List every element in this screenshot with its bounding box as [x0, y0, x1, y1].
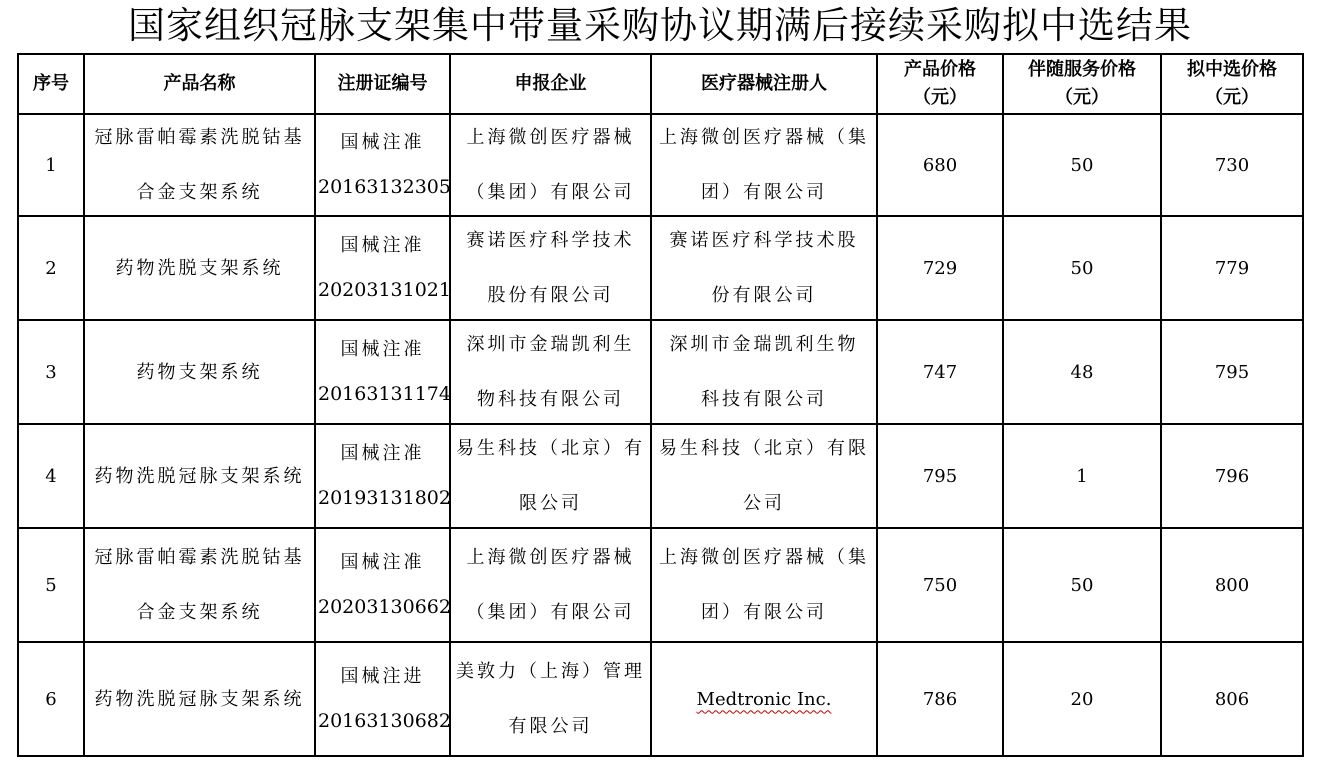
row-seq: 6 [18, 642, 84, 756]
row-product-price: 680 [877, 114, 1003, 216]
row-applicant-line1: 上海微创医疗器械 [466, 547, 635, 568]
row-applicant-line1: 易生科技（北京）有 [456, 438, 645, 459]
row-bid-price: 730 [1161, 114, 1303, 216]
table-row [18, 114, 1303, 216]
row-service-price: 48 [1003, 320, 1161, 424]
row-registrant [651, 424, 877, 528]
row-registrant-line1: 深圳市金瑞凯利生物 [669, 334, 859, 355]
header-service-price-unit: （元） [1055, 87, 1109, 108]
row-seq: 4 [18, 424, 84, 528]
row-bid-price: 796 [1161, 424, 1303, 528]
header-bid-price-label: 拟中选价格 [1187, 59, 1277, 80]
row-registrant-line2: 团）有限公司 [701, 602, 827, 623]
row-registrant [651, 320, 877, 424]
row-product-name-line1: 冠脉雷帕霉素洗脱钴基 [94, 127, 305, 148]
row-registrant-line1: 上海微创医疗器械（集 [659, 127, 869, 148]
row-product-name-line2: 合金支架系统 [136, 602, 263, 623]
row-applicant [450, 320, 651, 424]
row-applicant-line1: 赛诺医疗科学技术 [466, 230, 635, 251]
row-registration-code: 20203131021 [318, 279, 451, 301]
header-service-price-label: 伴随服务价格 [1028, 59, 1136, 80]
row-registrant-line2: 份有限公司 [711, 285, 817, 306]
row-registration-code: 20163131174 [318, 383, 451, 405]
header-product-price [877, 54, 1003, 114]
header-product-price-label: 产品价格 [904, 59, 976, 80]
row-registrant-line1: 赛诺医疗科学技术股 [669, 230, 859, 251]
row-product-price: 747 [877, 320, 1003, 424]
row-registration-prefix: 国械注准 [340, 339, 425, 360]
header-bid-price-unit: （元） [1205, 87, 1259, 108]
header-applicant: 申报企业 [450, 54, 651, 114]
row-registrant [651, 528, 877, 642]
row-applicant-line2: 有限公司 [508, 716, 593, 737]
row-registrant-line2: 科技有限公司 [701, 389, 827, 410]
row-seq: 5 [18, 528, 84, 642]
header-service-price [1003, 54, 1161, 114]
table-row [18, 642, 1303, 756]
row-registration-prefix: 国械注进 [340, 666, 425, 687]
row-applicant [450, 424, 651, 528]
row-bid-price: 795 [1161, 320, 1303, 424]
row-seq: 2 [18, 216, 84, 320]
row-applicant-line2: 股份有限公司 [487, 285, 614, 306]
row-product-name-line1: 冠脉雷帕霉素洗脱钴基 [94, 547, 305, 568]
table-row [18, 320, 1303, 424]
row-registration-code: 20163130682 [318, 710, 451, 732]
row-registration-prefix: 国械注准 [340, 552, 425, 573]
row-registration-number [315, 216, 450, 320]
results-table [17, 53, 1304, 757]
row-registrant-line1: 易生科技（北京）有限 [659, 438, 869, 459]
row-service-price: 50 [1003, 114, 1161, 216]
row-registration-number [315, 320, 450, 424]
row-service-price: 50 [1003, 528, 1161, 642]
row-applicant [450, 114, 651, 216]
row-product-name-line2: 合金支架系统 [136, 182, 263, 203]
row-seq: 1 [18, 114, 84, 216]
page-title: 国家组织冠脉支架集中带量采购协议期满后接续采购拟中选结果 [128, 4, 1192, 47]
row-product-name: 药物支架系统 [84, 320, 315, 424]
row-registrant [651, 216, 877, 320]
row-applicant-line2: （集团）有限公司 [466, 182, 635, 203]
row-service-price: 50 [1003, 216, 1161, 320]
row-applicant-line2: （集团）有限公司 [466, 602, 635, 623]
row-registration-code: 20193131802 [318, 487, 451, 509]
row-product-name: 药物洗脱冠脉支架系统 [84, 642, 315, 756]
row-registration-number [315, 114, 450, 216]
row-registrant [651, 642, 877, 756]
header-row [18, 54, 1303, 114]
row-registration-number [315, 528, 450, 642]
row-applicant-line2: 限公司 [519, 493, 582, 514]
row-applicant [450, 528, 651, 642]
table-row [18, 216, 1303, 320]
row-applicant-line1: 上海微创医疗器械 [466, 127, 635, 148]
row-registration-prefix: 国械注准 [340, 132, 425, 153]
header-registration-number: 注册证编号 [315, 54, 450, 114]
row-applicant [450, 216, 651, 320]
header-seq: 序号 [18, 54, 84, 114]
row-registration-prefix: 国械注准 [340, 443, 425, 464]
row-bid-price: 800 [1161, 528, 1303, 642]
row-product-price: 750 [877, 528, 1003, 642]
row-product-name: 药物洗脱冠脉支架系统 [84, 424, 315, 528]
row-registration-prefix: 国械注准 [340, 235, 425, 256]
row-registrant-name: Medtronic Inc. [696, 688, 832, 710]
row-applicant-line2: 物科技有限公司 [477, 389, 624, 410]
row-registrant-line2: 团）有限公司 [701, 182, 827, 203]
row-product-price: 729 [877, 216, 1003, 320]
row-registration-number [315, 642, 450, 756]
row-product-price: 795 [877, 424, 1003, 528]
row-product-price: 786 [877, 642, 1003, 756]
row-registration-code: 20203130662 [318, 596, 451, 618]
row-registrant-line2: 公司 [743, 493, 785, 514]
row-service-price: 1 [1003, 424, 1161, 528]
row-seq: 3 [18, 320, 84, 424]
table-row [18, 528, 1303, 642]
row-applicant-line1: 深圳市金瑞凯利生 [466, 334, 635, 355]
row-registration-number [315, 424, 450, 528]
row-bid-price: 779 [1161, 216, 1303, 320]
row-product-name: 药物洗脱支架系统 [84, 216, 315, 320]
row-registrant-line1: 上海微创医疗器械（集 [659, 547, 869, 568]
header-product-price-unit: （元） [913, 87, 967, 108]
row-applicant-line1: 美敦力（上海）管理 [456, 661, 645, 682]
row-product-name [84, 528, 315, 642]
row-bid-price: 806 [1161, 642, 1303, 756]
table-row [18, 424, 1303, 528]
row-registrant [651, 114, 877, 216]
header-registrant: 医疗器械注册人 [651, 54, 877, 114]
row-registration-code: 20163132305 [318, 176, 451, 198]
row-service-price: 20 [1003, 642, 1161, 756]
header-product-name: 产品名称 [84, 54, 315, 114]
header-bid-price [1161, 54, 1303, 114]
row-product-name [84, 114, 315, 216]
row-applicant [450, 642, 651, 756]
